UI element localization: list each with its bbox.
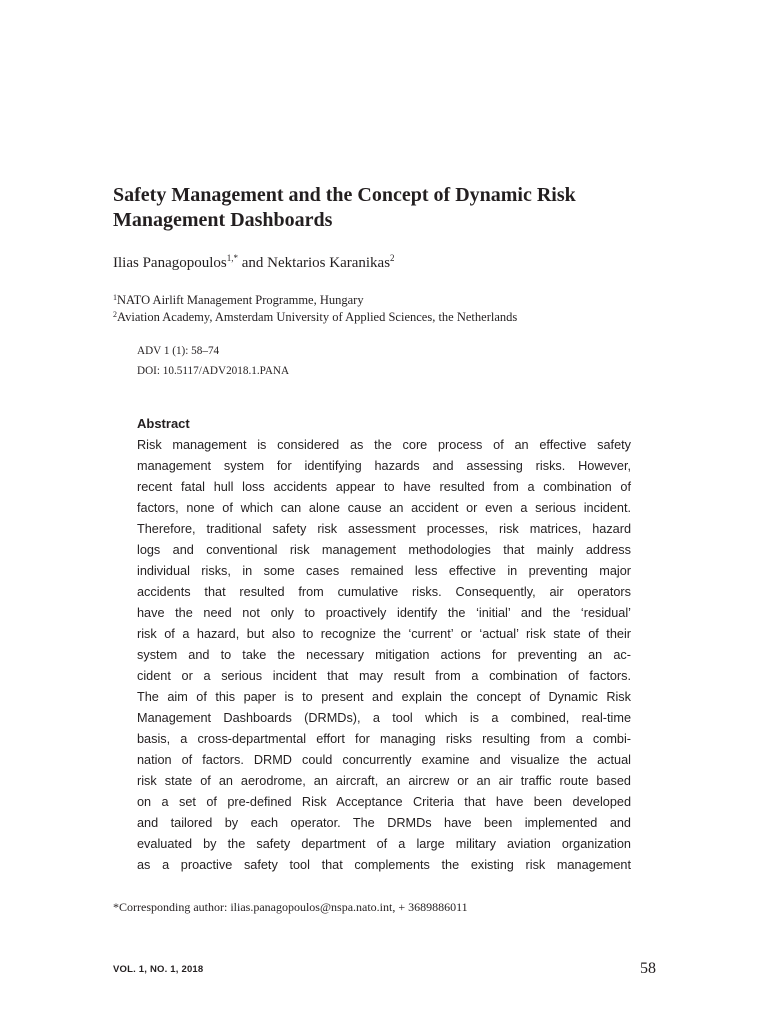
citation-doi: DOI: 10.5117/ADV2018.1.PANA [137, 365, 290, 377]
corresponding-author-footnote: *Corresponding author: ilias.panagopoulos@nspa.nato.int, + 3689886011 [113, 900, 468, 914]
author-name: Nektarios Karanikas [267, 255, 391, 271]
affiliation-text: NATO Airlift Management Programme, Hungary [117, 293, 364, 307]
author-connector: and [238, 255, 268, 271]
affiliation-line [113, 309, 517, 326]
author-name: Ilias Panagopoulos [113, 255, 227, 271]
abstract-line: recent fatal hull loss accidents appear to have resulted from a combination of [137, 480, 631, 494]
abstract-line: evaluated by the safety department of a large military aviation organization [137, 837, 631, 851]
abstract-line: The aim of this paper is to present and explain the concept of Dynamic Risk [137, 690, 631, 704]
author-affiliation-mark: 1,* [226, 253, 238, 263]
author-line [113, 253, 395, 273]
abstract-line: system and to take the necessary mitigation actions for preventing an ac- [137, 648, 631, 662]
abstract-line: nation of factors. DRMD could concurrently examine and visualize the actual [137, 753, 631, 767]
affiliation-line [113, 292, 517, 309]
affiliation-mark: 1 [113, 293, 117, 302]
page-number: 58 [640, 960, 656, 977]
abstract-line: and tailored by each operator. The DRMDs have been implemented and [137, 816, 631, 830]
abstract-line: cident or a serious incident that may result from a combination of factors. [137, 669, 631, 683]
abstract-body [137, 435, 631, 876]
citation-block [137, 341, 289, 381]
abstract-line: management system for identifying hazards and assessing risks. However, [137, 459, 631, 473]
abstract-line: basis, a cross-departmental effort for managing risks resulting from a combi- [137, 732, 631, 746]
abstract-line: individual risks, in some cases remained less effective in preventing major [137, 564, 631, 578]
abstract-line: as a proactive safety tool that complements the existing risk management [137, 858, 631, 872]
affiliations [113, 292, 517, 326]
affiliation-mark: 2 [113, 310, 117, 319]
abstract-heading: Abstract [137, 416, 190, 431]
journal-issue-footer: VOL. 1, NO. 1, 2018 [113, 964, 204, 975]
abstract-line: have the need not only to proactively identify the ‘initial’ and the ‘residual’ [137, 606, 631, 620]
abstract-line: on a set of pre-defined Risk Acceptance Criteria that have been developed [137, 795, 631, 809]
abstract-line: logs and conventional risk management methodologies that mainly address [137, 543, 631, 557]
abstract-section [137, 413, 631, 876]
abstract-line: accidents that resulted from cumulative risks. Consequently, air operators [137, 585, 631, 599]
abstract-line: Therefore, traditional safety risk assessment processes, risk matrices, hazard [137, 522, 631, 536]
citation-volume: ADV 1 (1): 58–74 [137, 345, 220, 357]
author-affiliation-mark: 2 [390, 253, 395, 263]
abstract-line: risk state of an aerodrome, an aircraft, an aircrew or an air traffic route based [137, 774, 631, 788]
paper-title: Safety Management and the Concept of Dynamic Risk Management Dashboards [113, 184, 576, 231]
affiliation-text: Aviation Academy, Amsterdam University of Applied Sciences, the Netherlands [117, 310, 518, 324]
abstract-line: risk of a hazard, but also to recognize the ‘current’ or ‘actual’ risk state of their [137, 627, 631, 641]
abstract-line: Risk management is considered as the core process of an effective safety [137, 438, 631, 452]
abstract-line: factors, none of which can alone cause an accident or even a serious incident. [137, 501, 631, 515]
abstract-line: Management Dashboards (DRMDs), a tool which is a combined, real-time [137, 711, 631, 725]
